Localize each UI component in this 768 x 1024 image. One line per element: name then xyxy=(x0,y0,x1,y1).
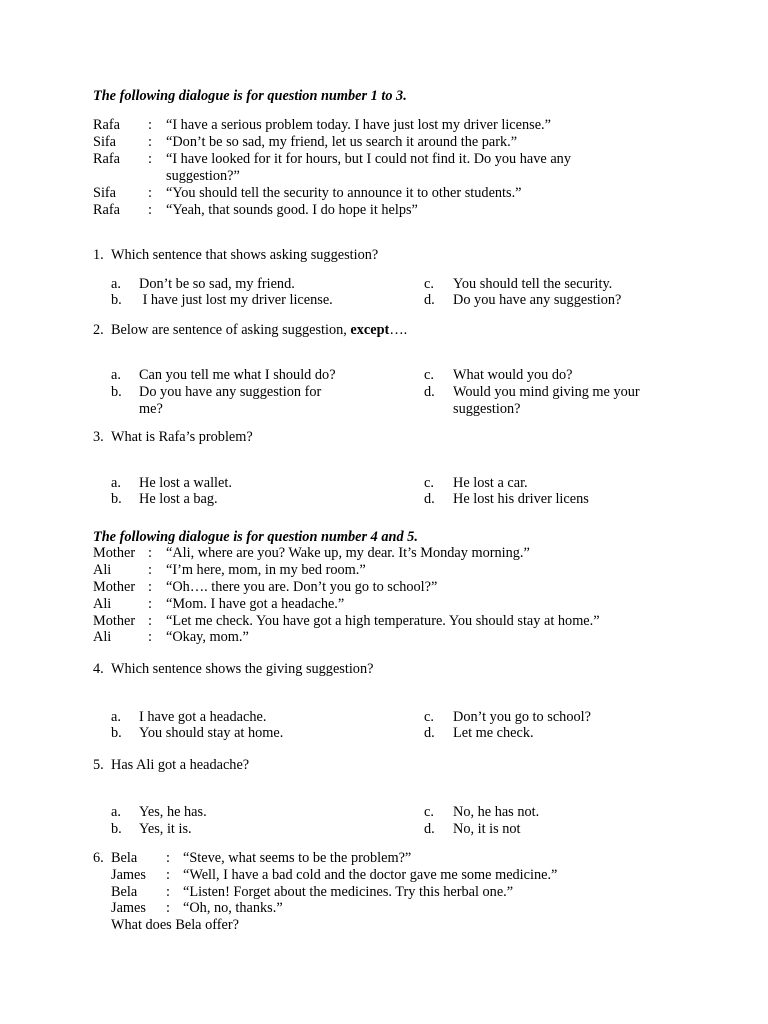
speaker-name: Rafa xyxy=(93,151,120,167)
option-text: Let me check. xyxy=(453,725,534,741)
question-number: 1. xyxy=(93,247,104,263)
option-letter: c. xyxy=(424,367,434,383)
option-text: He lost a bag. xyxy=(139,491,218,507)
option-text: No, he has not. xyxy=(453,804,540,820)
option-text: He lost a wallet. xyxy=(139,475,232,491)
dialogue-colon: : xyxy=(148,151,152,167)
option-text: He lost a car. xyxy=(453,475,528,491)
option-text: You should stay at home. xyxy=(139,725,284,741)
dialogue-line: “Oh, no, thanks.” xyxy=(183,900,283,916)
option-letter: a. xyxy=(111,276,121,292)
dialogue-colon: : xyxy=(148,562,152,578)
option-letter: a. xyxy=(111,475,121,491)
dialogue-line: “Well, I have a bad cold and the doctor gave me some medicine.” xyxy=(183,867,558,883)
dialogue-line: “You should tell the security to announce it to other students.” xyxy=(166,185,522,201)
option-letter: b. xyxy=(111,491,122,507)
question-text: Has Ali got a headache? xyxy=(111,757,250,773)
dialogue-colon: : xyxy=(148,596,152,612)
option-text-continued: me? xyxy=(139,401,163,417)
dialogue-line: “Let me check. You have got a high temperature. You should stay at home.” xyxy=(166,613,600,629)
question-text: What is Rafa’s problem? xyxy=(111,429,253,445)
question-text-tail: …. xyxy=(389,322,408,338)
dialogue-colon: : xyxy=(148,202,152,218)
question-number: 3. xyxy=(93,429,104,445)
option-letter: a. xyxy=(111,804,121,820)
option-text: Do you have any suggestion for xyxy=(139,384,322,400)
speaker-name: Ali xyxy=(93,562,112,578)
dialogue-colon: : xyxy=(166,867,170,883)
question-text xyxy=(111,322,407,339)
option-letter: b. xyxy=(111,725,122,741)
speaker-name: Mother xyxy=(93,579,136,595)
dialogue-line-continued: suggestion?” xyxy=(166,168,240,184)
option-letter: c. xyxy=(424,804,434,820)
dialogue-colon: : xyxy=(148,545,152,561)
question-text-main: Below are sentence of asking suggestion, xyxy=(111,322,351,338)
dialogue-line: “Oh…. there you are. Don’t you go to school?” xyxy=(166,579,438,595)
dialogue-colon: : xyxy=(166,884,170,900)
option-letter: b. xyxy=(111,292,122,308)
question-text: What does Bela offer? xyxy=(111,917,239,933)
option-letter: c. xyxy=(424,475,434,491)
dialogue-line: “I’m here, mom, in my bed room.” xyxy=(166,562,366,578)
dialogue-line: “Yeah, that sounds good. I do hope it helps” xyxy=(166,202,418,218)
option-letter: d. xyxy=(424,725,435,741)
option-text: Yes, he has. xyxy=(139,804,207,820)
speaker-name: James xyxy=(111,867,146,883)
speaker-name: Rafa xyxy=(93,202,120,218)
dialogue-colon: : xyxy=(166,850,170,866)
dialogue-colon: : xyxy=(148,117,152,133)
dialogue-line: “Okay, mom.” xyxy=(166,629,249,645)
option-letter: a. xyxy=(111,709,121,725)
option-text: He lost his driver licens xyxy=(453,491,589,507)
dialogue-line: “Mom. I have got a headache.” xyxy=(166,596,345,612)
dialogue-colon: : xyxy=(148,579,152,595)
option-letter: d. xyxy=(424,384,435,400)
question-number: 5. xyxy=(93,757,104,773)
option-text: I have just lost my driver license. xyxy=(139,292,333,308)
option-text: Would you mind giving me your xyxy=(453,384,640,400)
option-letter: a. xyxy=(111,367,121,383)
option-text: No, it is not xyxy=(453,821,521,837)
option-text: Yes, it is. xyxy=(139,821,192,837)
dialogue-colon: : xyxy=(166,900,170,916)
option-letter: d. xyxy=(424,821,435,837)
option-text: Do you have any suggestion? xyxy=(453,292,622,308)
dialogue-colon: : xyxy=(148,134,152,150)
speaker-name: Mother xyxy=(93,613,136,629)
speaker-name: Bela xyxy=(111,884,138,900)
dialogue-colon: : xyxy=(148,613,152,629)
speaker-name: Mother xyxy=(93,545,136,561)
question-number: 4. xyxy=(93,661,104,677)
option-text: Don’t be so sad, my friend. xyxy=(139,276,295,292)
dialogue-line: “Listen! Forget about the medicines. Try this herbal one.” xyxy=(183,884,514,900)
question-number: 6. xyxy=(93,850,104,866)
dialogue-line: “Ali, where are you? Wake up, my dear. It’s Monday morning.” xyxy=(166,545,530,561)
option-text-continued: suggestion? xyxy=(453,401,521,417)
option-letter: b. xyxy=(111,821,122,837)
option-letter: c. xyxy=(424,709,434,725)
question-number: 2. xyxy=(93,322,104,338)
question-text: Which sentence shows the giving suggestion? xyxy=(111,661,374,677)
option-letter: d. xyxy=(424,292,435,308)
dialogue-line: “Steve, what seems to be the problem?” xyxy=(183,850,412,866)
option-text: You should tell the security. xyxy=(453,276,613,292)
option-text: What would you do? xyxy=(453,367,573,383)
question-text: Which sentence that shows asking suggestion? xyxy=(111,247,379,263)
dialogue-colon: : xyxy=(148,185,152,201)
option-letter: d. xyxy=(424,491,435,507)
section1-heading: The following dialogue is for question number 1 to 3. xyxy=(93,88,407,104)
speaker-name: James xyxy=(111,900,146,916)
section2-heading: The following dialogue is for question number 4 and 5. xyxy=(93,529,418,545)
dialogue-line: “I have a serious problem today. I have just lost my driver license.” xyxy=(166,117,551,133)
speaker-name: Ali xyxy=(93,629,112,645)
dialogue-line: “I have looked for it for hours, but I could not find it. Do you have any xyxy=(166,151,571,167)
option-text: Can you tell me what I should do? xyxy=(139,367,336,383)
option-letter: b. xyxy=(111,384,122,400)
dialogue-colon: : xyxy=(148,629,152,645)
dialogue-line: “Don’t be so sad, my friend, let us search it around the park.” xyxy=(166,134,518,150)
speaker-name: Sifa xyxy=(93,185,117,201)
speaker-name: Sifa xyxy=(93,134,117,150)
option-text: I have got a headache. xyxy=(139,709,267,725)
question-emphasis: except xyxy=(350,322,390,338)
speaker-name: Bela xyxy=(111,850,138,866)
speaker-name: Ali xyxy=(93,596,112,612)
speaker-name: Rafa xyxy=(93,117,120,133)
option-text: Don’t you go to school? xyxy=(453,709,591,725)
option-letter: c. xyxy=(424,276,434,292)
